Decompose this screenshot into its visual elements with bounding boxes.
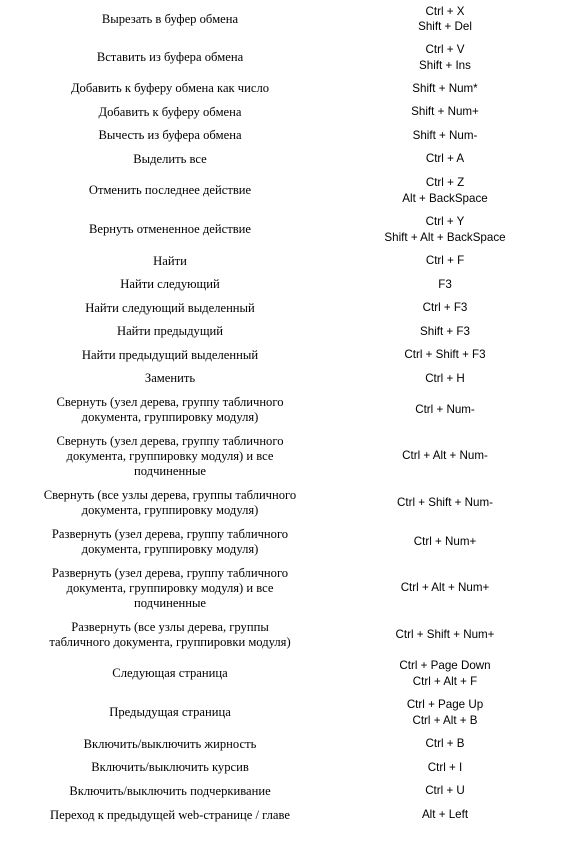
- shortcut-keys: [340, 324, 550, 340]
- shortcut-action: Следующая страница: [112, 666, 228, 680]
- shortcut-action: Найти следующий: [120, 277, 220, 291]
- shortcut-action: Вернуть отмененное действие: [88, 222, 251, 236]
- shortcut-keys: [340, 697, 550, 728]
- shortcut-row: [0, 147, 570, 171]
- key-combination: Shift + Num-: [412, 128, 478, 142]
- shortcut-action: Включить/выключить курсив: [91, 760, 249, 774]
- key-combination: Ctrl + Y: [425, 215, 465, 228]
- shortcut-keys: [340, 371, 550, 387]
- shortcut-action: Развернуть (узел дерева, группу табличного документа, группировку модуля) и все подчиненные: [51, 565, 289, 610]
- shortcut-action: Свернуть (узел дерева, группу табличного документа, группировку модуля) и все подчиненные: [56, 433, 284, 478]
- shortcut-action: Найти предыдущий: [116, 324, 224, 338]
- shortcut-row: [0, 390, 570, 429]
- shortcut-keys: [340, 402, 550, 418]
- shortcut-keys: [340, 4, 550, 35]
- shortcut-row: [0, 779, 570, 803]
- shortcut-action: Добавить к буферу обмена как число: [70, 81, 270, 95]
- shortcut-action: Отменить последнее действие: [88, 183, 252, 197]
- shortcut-keys: [340, 151, 550, 167]
- shortcut-action: Выделить все: [133, 151, 207, 166]
- key-combination: Alt + BackSpace: [402, 191, 488, 205]
- shortcut-row: [0, 249, 570, 273]
- shortcut-keys: [340, 300, 550, 316]
- shortcut-row: [0, 273, 570, 296]
- shortcut-row: [0, 803, 570, 827]
- shortcut-row: [0, 0, 570, 38]
- key-combination: Ctrl + Alt + Num+: [400, 581, 490, 595]
- key-combination: Ctrl + Alt + F: [412, 674, 478, 688]
- shortcut-keys: [340, 253, 550, 269]
- key-combination: Shift + F3: [420, 324, 470, 338]
- shortcut-action: Предыдущая страница: [109, 705, 231, 719]
- key-combination: Shift + Num*: [412, 81, 478, 95]
- key-combination: Ctrl + Shift + F3: [404, 348, 486, 362]
- key-combination: Ctrl + U: [425, 784, 465, 798]
- shortcut-row: [0, 38, 570, 77]
- shortcut-row: [0, 210, 570, 249]
- shortcut-action: Вычесть из буфера обмена: [98, 128, 242, 142]
- shortcut-keys: [340, 128, 550, 144]
- key-combination: Ctrl + Alt + B: [412, 713, 478, 727]
- shortcut-action: Найти следующий выделенный: [85, 300, 255, 315]
- shortcut-keys: [340, 104, 550, 120]
- shortcut-keys: [340, 277, 550, 293]
- shortcut-row: [0, 693, 570, 732]
- shortcut-keys: [340, 807, 550, 823]
- key-combination: Ctrl + Z: [425, 176, 465, 189]
- shortcut-action: Вырезать в буфер обмена: [101, 11, 239, 26]
- key-combination: Shift + Ins: [419, 58, 471, 72]
- key-combination: Ctrl + Shift + Num-: [397, 495, 493, 509]
- shortcut-row: [0, 343, 570, 367]
- shortcut-keys: [340, 448, 550, 464]
- key-combination: Ctrl + I: [427, 760, 463, 774]
- shortcut-keys: [340, 42, 550, 73]
- shortcut-action: Развернуть (все узлы дерева, группы табличного документа, группировки модуля): [49, 619, 291, 649]
- key-combination: Ctrl + V: [425, 43, 465, 56]
- shortcut-keys: [340, 175, 550, 206]
- key-combination: Ctrl + Alt + Num-: [402, 449, 488, 463]
- shortcut-keys: [340, 658, 550, 689]
- shortcut-row: [0, 77, 570, 100]
- shortcut-row: [0, 100, 570, 124]
- key-combination: Alt + Left: [421, 808, 469, 822]
- key-combination: Ctrl + Page Down: [399, 659, 491, 672]
- shortcut-keys: [340, 81, 550, 97]
- shortcut-row: [0, 654, 570, 693]
- shortcut-row: [0, 732, 570, 756]
- shortcut-action: Переход к предыдущей web-странице / главе: [50, 807, 290, 822]
- shortcut-row: [0, 429, 570, 483]
- shortcut-row: [0, 615, 570, 654]
- shortcut-row: [0, 320, 570, 343]
- key-combination: Ctrl + X: [425, 4, 465, 18]
- shortcut-action: Включить/выключить подчеркивание: [69, 783, 271, 798]
- shortcut-action: Добавить к буферу обмена: [98, 104, 242, 119]
- shortcut-row: [0, 522, 570, 561]
- shortcut-row: [0, 756, 570, 779]
- key-combination: Ctrl + F: [425, 254, 465, 268]
- shortcut-action: Найти предыдущий выделенный: [81, 347, 259, 362]
- key-combination: Ctrl + Page Up: [406, 698, 484, 711]
- shortcut-row: [0, 124, 570, 147]
- key-combination: Shift + Num+: [411, 105, 479, 119]
- key-combination: Ctrl + H: [425, 371, 465, 385]
- key-combination: Ctrl + Shift + Num+: [395, 627, 495, 641]
- shortcut-action: Найти: [153, 253, 187, 268]
- shortcut-row: [0, 171, 570, 210]
- shortcut-keys: [340, 347, 550, 363]
- shortcut-action: Свернуть (узел дерева, группу табличного документа, группировку модуля): [56, 394, 284, 424]
- key-combination: Shift + Alt + BackSpace: [384, 230, 506, 244]
- key-combination: Ctrl + F3: [422, 301, 468, 315]
- shortcut-action: Вставить из буфера обмена: [96, 50, 244, 64]
- shortcut-keys: [340, 214, 550, 245]
- shortcut-row: [0, 561, 570, 615]
- shortcut-keys: [340, 760, 550, 776]
- shortcut-keys: [340, 580, 550, 596]
- shortcut-keys: [340, 495, 550, 511]
- shortcut-action: Включить/выключить жирность: [83, 736, 257, 751]
- key-combination: F3: [438, 277, 452, 291]
- shortcut-keys: [340, 534, 550, 550]
- shortcut-action: Заменить: [144, 371, 196, 385]
- key-combination: Ctrl + Num-: [415, 402, 475, 416]
- shortcut-action: Свернуть (все узлы дерева, группы табличного документа, группировку модуля): [43, 487, 297, 517]
- key-combination: Shift + Del: [418, 20, 472, 33]
- key-combination: Ctrl + Num+: [413, 534, 477, 548]
- shortcut-keys: [340, 736, 550, 752]
- shortcut-row: [0, 296, 570, 320]
- key-combination: Ctrl + B: [425, 737, 465, 751]
- shortcut-keys: [340, 627, 550, 643]
- shortcut-keys: [340, 783, 550, 799]
- shortcut-row: [0, 367, 570, 390]
- key-combination: Ctrl + A: [425, 152, 465, 166]
- shortcut-row: [0, 483, 570, 522]
- shortcut-action: Развернуть (узел дерева, группу табличного документа, группировку модуля): [51, 526, 289, 556]
